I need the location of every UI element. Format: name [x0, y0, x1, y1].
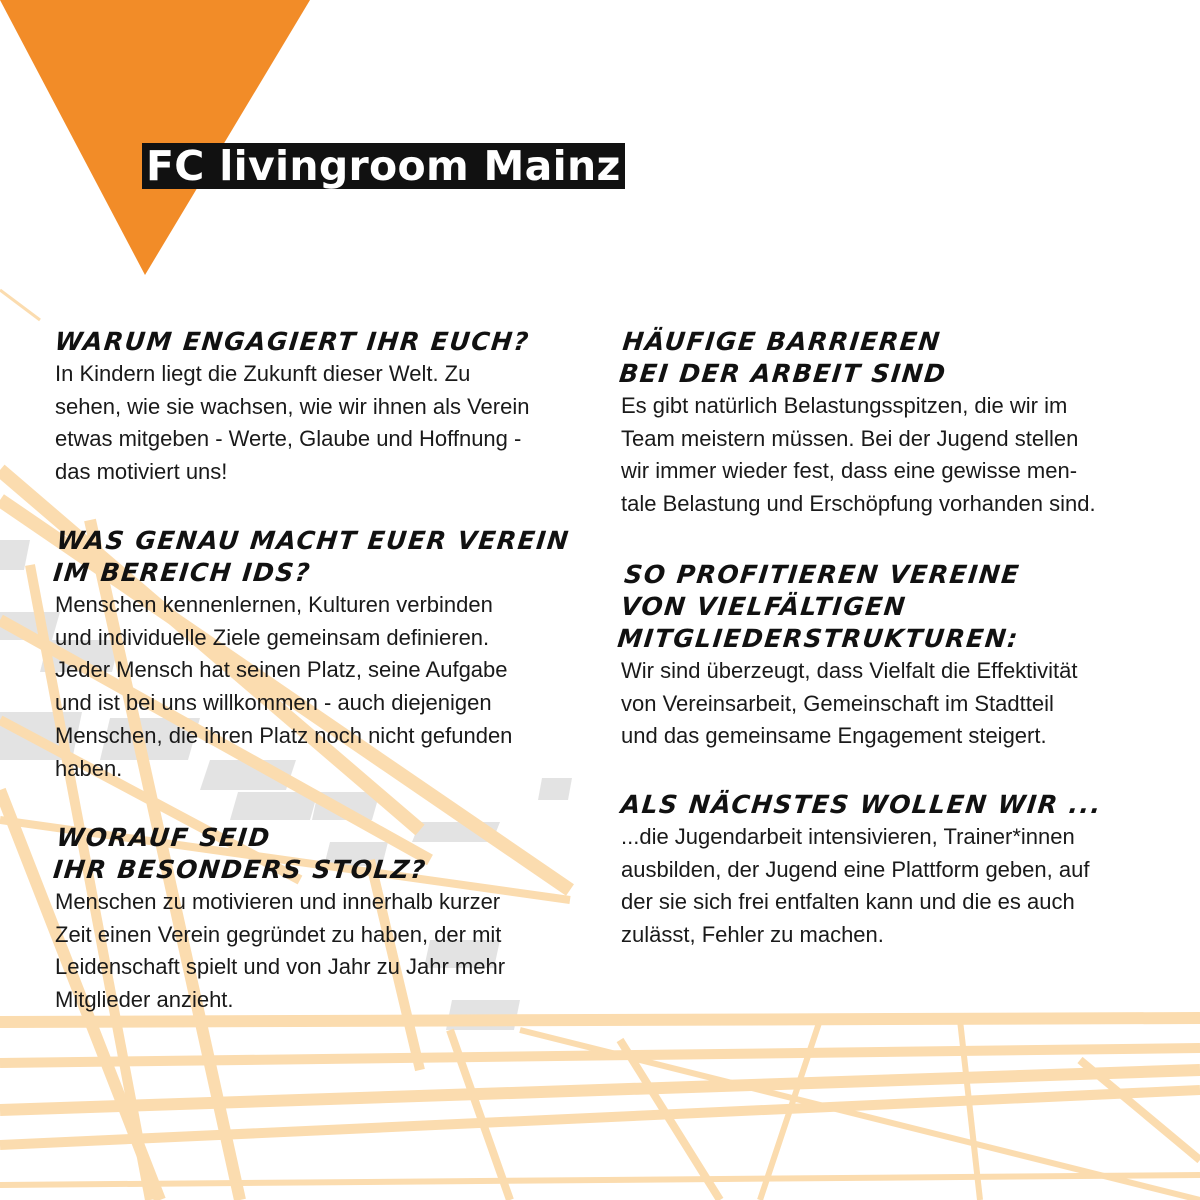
section-text: Es gibt natürlich Belastungsspitzen, die wir im Team meistern müssen. Bei der Jugend stellen wir immer wieder fest, dass eine gewisse men- tale Belastung und Erschöpfung vorhanden sind. [621, 393, 1096, 517]
section-heading: WARUM ENGAGIERT IHR EUCH? [53, 327, 532, 356]
page-title: FC livingroom Mainz [142, 143, 625, 189]
section-text: Menschen kennenlernen, Kulturen verbinden und individuelle Ziele gemeinsam definieren. Jeder Mensch hat seinen Platz, seine Aufgabe und ist bei uns willkommen - auch diejenigen Menschen, die ihren Platz noch nicht gefunden haben. [55, 592, 513, 781]
section-heading: WAS GENAU MACHT EUER VEREIN IM BEREICH IDS? [51, 526, 572, 587]
section-barriers [617, 326, 1161, 521]
section-motivation [55, 326, 595, 489]
section-text: In Kindern liegt die Zukunft dieser Welt. Zu sehen, wie sie wachsen, wie wir ihnen als Verein etwas mitgeben - Werte, Glaube und Hoffnung - das motiviert uns! [55, 361, 530, 485]
orange-triangle [0, 0, 310, 275]
section-next-steps [621, 789, 1161, 952]
section-diversity-benefits [616, 559, 1161, 753]
section-heading: SO PROFITIEREN VEREINE VON VIELFÄLTIGEN MITGLIEDERSTRUKTUREN: [616, 560, 1022, 653]
section-heading: HÄUFIGE BARRIEREN BEI DER ARBEIT SIND [617, 327, 949, 388]
section-proud [51, 822, 595, 1017]
section-ids-activities [51, 525, 595, 785]
section-text: Wir sind überzeugt, dass Vielfalt die Effektivität von Vereinsarbeit, Gemeinschaft im Stadtteil und das gemeinsame Engagement steigert. [621, 658, 1078, 749]
section-heading: ALS NÄCHSTES WOLLEN WIR ... [619, 790, 1104, 819]
section-heading: WORAUF SEID IHR BESONDERS STOLZ? [51, 823, 429, 884]
section-text: ...die Jugendarbeit intensivieren, Trainer*innen ausbilden, der Jugend eine Plattform geben, auf der sie sich frei entfalten kann und die es auch zulässt, Fehler zu machen. [621, 824, 1090, 948]
section-text: Menschen zu motivieren und innerhalb kurzer Zeit einen Verein gegründet zu haben, der mit Leidenschaft spielt und von Jahr zu Jahr mehr Mitglieder anzieht. [55, 889, 506, 1013]
